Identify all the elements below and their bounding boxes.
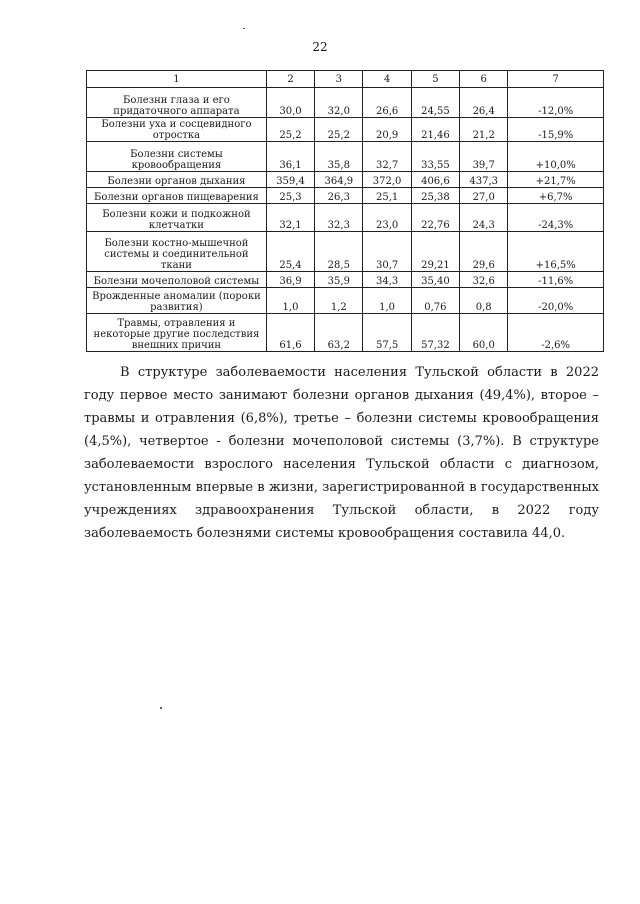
column-header: 7 bbox=[508, 71, 604, 88]
value-cell: 20,9 bbox=[363, 118, 411, 142]
value-cell: 25,38 bbox=[411, 188, 459, 204]
page-number: 22 bbox=[312, 40, 328, 54]
value-cell: 57,32 bbox=[411, 314, 459, 352]
value-cell: 0,8 bbox=[460, 288, 508, 314]
column-header: 3 bbox=[315, 71, 363, 88]
value-cell: 36,1 bbox=[266, 142, 314, 172]
value-cell: 21,2 bbox=[460, 118, 508, 142]
value-cell: 32,7 bbox=[363, 142, 411, 172]
disease-name-cell: Болезни глаза и его придаточного аппарата bbox=[87, 88, 267, 118]
value-cell: 29,6 bbox=[460, 232, 508, 272]
value-cell: 39,7 bbox=[460, 142, 508, 172]
change-cell: -24,3% bbox=[508, 204, 604, 232]
value-cell: 61,6 bbox=[266, 314, 314, 352]
table-row bbox=[87, 232, 604, 272]
value-cell: 25,2 bbox=[315, 118, 363, 142]
value-cell: 406,6 bbox=[411, 172, 459, 188]
value-cell: 60,0 bbox=[460, 314, 508, 352]
value-cell: 25,4 bbox=[266, 232, 314, 272]
value-cell: 1,0 bbox=[266, 288, 314, 314]
table-row bbox=[87, 288, 604, 314]
disease-name-cell: Болезни системы кровообращения bbox=[87, 142, 267, 172]
disease-name-cell: Болезни мочеполовой системы bbox=[87, 272, 267, 288]
disease-name-cell: Болезни уха и сосцевидного отростка bbox=[87, 118, 267, 142]
change-cell: -15,9% bbox=[508, 118, 604, 142]
value-cell: 27,0 bbox=[460, 188, 508, 204]
disease-name-cell: Болезни кожи и подкожной клетчатки bbox=[87, 204, 267, 232]
scan-mark bbox=[243, 28, 245, 29]
value-cell: 21,46 bbox=[411, 118, 459, 142]
value-cell: 359,4 bbox=[266, 172, 314, 188]
disease-name-cell: Болезни костно-мышечной системы и соединительной ткани bbox=[87, 232, 267, 272]
value-cell: 364,9 bbox=[315, 172, 363, 188]
value-cell: 26,3 bbox=[315, 188, 363, 204]
value-cell: 0,76 bbox=[411, 288, 459, 314]
column-header: 4 bbox=[363, 71, 411, 88]
change-cell: +21,7% bbox=[508, 172, 604, 188]
value-cell: 35,40 bbox=[411, 272, 459, 288]
change-cell: -20,0% bbox=[508, 288, 604, 314]
value-cell: 1,2 bbox=[315, 288, 363, 314]
disease-name-cell: Болезни органов дыхания bbox=[87, 172, 267, 188]
disease-name-cell: Врожденные аномалии (пороки развития) bbox=[87, 288, 267, 314]
change-cell: -12,0% bbox=[508, 88, 604, 118]
value-cell: 30,0 bbox=[266, 88, 314, 118]
table-row bbox=[87, 142, 604, 172]
column-header: 5 bbox=[411, 71, 459, 88]
value-cell: 34,3 bbox=[363, 272, 411, 288]
table-row bbox=[87, 314, 604, 352]
table-row bbox=[87, 272, 604, 288]
change-cell: -11,6% bbox=[508, 272, 604, 288]
value-cell: 26,4 bbox=[460, 88, 508, 118]
value-cell: 32,0 bbox=[315, 88, 363, 118]
change-cell: -2,6% bbox=[508, 314, 604, 352]
value-cell: 24,55 bbox=[411, 88, 459, 118]
value-cell: 33,55 bbox=[411, 142, 459, 172]
table-row bbox=[87, 118, 604, 142]
disease-name-cell: Травмы, отравления и некоторые другие последствия внешних причин bbox=[87, 314, 267, 352]
value-cell: 28,5 bbox=[315, 232, 363, 272]
table-header-row bbox=[87, 71, 604, 88]
table-row bbox=[87, 204, 604, 232]
value-cell: 25,1 bbox=[363, 188, 411, 204]
value-cell: 57,5 bbox=[363, 314, 411, 352]
value-cell: 25,3 bbox=[266, 188, 314, 204]
column-header: 1 bbox=[87, 71, 267, 88]
value-cell: 25,2 bbox=[266, 118, 314, 142]
value-cell: 63,2 bbox=[315, 314, 363, 352]
change-cell: +6,7% bbox=[508, 188, 604, 204]
column-header: 6 bbox=[460, 71, 508, 88]
value-cell: 26,6 bbox=[363, 88, 411, 118]
value-cell: 36,9 bbox=[266, 272, 314, 288]
scan-mark bbox=[160, 707, 162, 709]
value-cell: 23,0 bbox=[363, 204, 411, 232]
value-cell: 30,7 bbox=[363, 232, 411, 272]
table-row bbox=[87, 172, 604, 188]
value-cell: 32,3 bbox=[315, 204, 363, 232]
body-paragraph: В структуре заболеваемости населения Тульской области в 2022 году первое место занимают болезни органов дыхания (49,4%), второе – травмы и отравления (6,8%), третье – болезни системы кровообращения (4,5%), четвертое - болезни мочеполовой системы (3,7%). В структуре заболеваемости взрослого населения Тульской области с диагнозом, установленным впервые в жизни, зарегистрированной в государственных учреждениях здравоохранения Тульской области, в 2022 году заболеваемость болезнями системы кровообращения составила 44,0. bbox=[84, 365, 599, 541]
value-cell: 29,21 bbox=[411, 232, 459, 272]
table-row bbox=[87, 88, 604, 118]
value-cell: 35,9 bbox=[315, 272, 363, 288]
disease-name-cell: Болезни органов пищеварения bbox=[87, 188, 267, 204]
value-cell: 35,8 bbox=[315, 142, 363, 172]
change-cell: +10,0% bbox=[508, 142, 604, 172]
value-cell: 24,3 bbox=[460, 204, 508, 232]
value-cell: 1,0 bbox=[363, 288, 411, 314]
value-cell: 437,3 bbox=[460, 172, 508, 188]
morbidity-table bbox=[86, 70, 604, 352]
change-cell: +16,5% bbox=[508, 232, 604, 272]
value-cell: 32,6 bbox=[460, 272, 508, 288]
column-header: 2 bbox=[266, 71, 314, 88]
value-cell: 372,0 bbox=[363, 172, 411, 188]
value-cell: 32,1 bbox=[266, 204, 314, 232]
table-row bbox=[87, 188, 604, 204]
value-cell: 22,76 bbox=[411, 204, 459, 232]
